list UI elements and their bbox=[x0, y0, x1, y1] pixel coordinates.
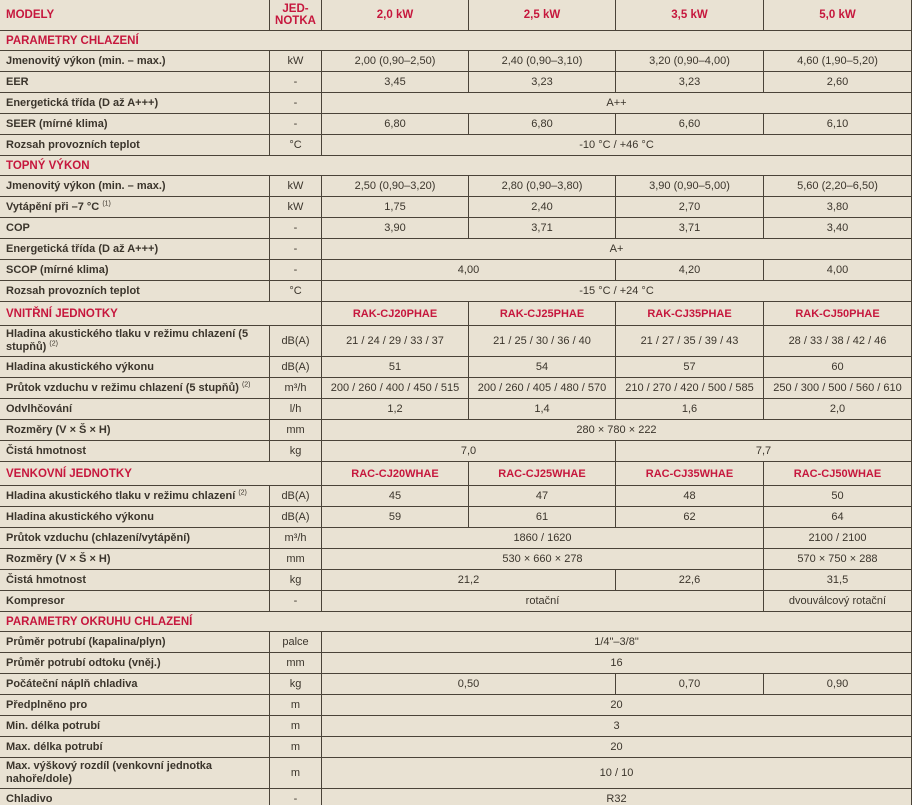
value-cell: 48 bbox=[616, 486, 764, 507]
value-cell: 2,40 bbox=[469, 197, 616, 218]
row-label-text: Hladina akustického výkonu bbox=[6, 510, 154, 523]
table-row bbox=[0, 632, 912, 653]
unit-cell: - bbox=[270, 218, 322, 239]
value-cell: 3,71 bbox=[469, 218, 616, 239]
row-label bbox=[0, 507, 270, 528]
column-header-5-0-kW: 5,0 kW bbox=[764, 0, 912, 31]
table-row bbox=[0, 695, 912, 716]
row-label-text: Hladina akustického tlaku v režimu chlazení bbox=[6, 489, 236, 502]
row-label-text: Průtok vzduchu (chlazení/vytápění) bbox=[6, 531, 190, 544]
footnote-superscript: (1) bbox=[102, 199, 111, 207]
row-label-text: Průtok vzduchu v režimu chlazení (5 stupňů) bbox=[6, 381, 239, 394]
footnote-superscript: (2) bbox=[241, 380, 251, 388]
unit-cell: dB(A) bbox=[270, 326, 322, 357]
value-cell: 1860 / 1620 bbox=[322, 528, 764, 549]
table-row bbox=[0, 176, 912, 197]
value-cell: A++ bbox=[322, 93, 912, 114]
value-cell: 20 bbox=[322, 737, 912, 758]
model-name: RAC-CJ35WHAE bbox=[616, 462, 764, 486]
row-label bbox=[0, 135, 270, 156]
value-cell: 45 bbox=[322, 486, 469, 507]
value-cell: 570 × 750 × 288 bbox=[764, 549, 912, 570]
value-cell: 2,40 (0,90–3,10) bbox=[469, 51, 616, 72]
unit-column-header: JED-NOTKA bbox=[270, 0, 322, 31]
value-cell: 3,45 bbox=[322, 72, 469, 93]
row-label-text: Jmenovitý výkon (min. – max.) bbox=[6, 179, 166, 192]
row-label-text: Jmenovitý výkon (min. – max.) bbox=[6, 54, 166, 67]
row-label-text: Energetická třída (D až A+++) bbox=[6, 242, 159, 255]
unit-cell: - bbox=[270, 72, 322, 93]
table-row bbox=[0, 758, 912, 789]
row-label bbox=[0, 218, 270, 239]
value-cell: 22,6 bbox=[616, 570, 764, 591]
row-label bbox=[0, 441, 270, 462]
column-header-3-5-kW: 3,5 kW bbox=[616, 0, 764, 31]
row-label bbox=[0, 326, 270, 357]
value-cell: 3,90 bbox=[322, 218, 469, 239]
value-cell: R32 bbox=[322, 789, 912, 805]
unit-cell: - bbox=[270, 114, 322, 135]
value-cell: 1,6 bbox=[616, 399, 764, 420]
table-row bbox=[0, 281, 912, 302]
row-label bbox=[0, 378, 270, 399]
value-cell: 57 bbox=[616, 357, 764, 378]
table-row bbox=[0, 51, 912, 72]
table-row bbox=[0, 218, 912, 239]
row-label-text: Předplněno pro bbox=[6, 698, 88, 711]
table-row bbox=[0, 93, 912, 114]
table-row bbox=[0, 507, 912, 528]
footnote-superscript: (2) bbox=[238, 488, 247, 496]
row-label bbox=[0, 632, 270, 653]
row-label bbox=[0, 72, 270, 93]
value-cell: 47 bbox=[469, 486, 616, 507]
unit-cell: dB(A) bbox=[270, 357, 322, 378]
row-label bbox=[0, 570, 270, 591]
row-label-text: Odvlhčování bbox=[6, 402, 73, 415]
table-row bbox=[0, 357, 912, 378]
value-cell: 5,60 (2,20–6,50) bbox=[764, 176, 912, 197]
unit-cell: - bbox=[270, 260, 322, 281]
value-cell: 28 / 33 / 38 / 42 / 46 bbox=[764, 326, 912, 357]
row-label bbox=[0, 549, 270, 570]
model-name: RAK-CJ25PHAE bbox=[469, 302, 616, 326]
unit-cell: m bbox=[270, 758, 322, 789]
table-row bbox=[0, 378, 912, 399]
value-cell: 6,80 bbox=[322, 114, 469, 135]
row-label bbox=[0, 737, 270, 758]
unit-cell: - bbox=[270, 239, 322, 260]
row-label bbox=[0, 357, 270, 378]
value-cell: 3,23 bbox=[469, 72, 616, 93]
row-label-text: Hladina akustického výkonu bbox=[6, 360, 154, 373]
unit-cell: m bbox=[270, 695, 322, 716]
row-label bbox=[0, 789, 270, 805]
row-label bbox=[0, 420, 270, 441]
row-label-text: SCOP (mírné klima) bbox=[6, 263, 109, 276]
table-row bbox=[0, 528, 912, 549]
models-header-label: MODELY bbox=[0, 0, 270, 31]
row-label-text: Čistá hmotnost bbox=[6, 573, 87, 586]
unit-cell: - bbox=[270, 93, 322, 114]
value-cell: 3,90 (0,90–5,00) bbox=[616, 176, 764, 197]
table-row bbox=[0, 260, 912, 281]
table-header-row bbox=[0, 0, 912, 31]
row-label bbox=[0, 197, 270, 218]
value-cell: 0,50 bbox=[322, 674, 616, 695]
row-label bbox=[0, 486, 270, 507]
value-cell: 31,5 bbox=[764, 570, 912, 591]
row-label bbox=[0, 695, 270, 716]
unit-cell: m³/h bbox=[270, 528, 322, 549]
row-label bbox=[0, 653, 270, 674]
unit-cell: °C bbox=[270, 281, 322, 302]
value-cell: 2,70 bbox=[616, 197, 764, 218]
value-cell: 59 bbox=[322, 507, 469, 528]
value-cell: -10 °C / +46 °C bbox=[322, 135, 912, 156]
table-row bbox=[0, 72, 912, 93]
unit-cell: - bbox=[270, 789, 322, 805]
value-cell: 530 × 660 × 278 bbox=[322, 549, 764, 570]
unit-cell: kW bbox=[270, 51, 322, 72]
unit-cell: m bbox=[270, 737, 322, 758]
row-label-text: Chladivo bbox=[6, 792, 53, 805]
value-cell: 3 bbox=[322, 716, 912, 737]
section-header-row bbox=[0, 156, 912, 176]
table-row bbox=[0, 570, 912, 591]
unit-cell: mm bbox=[270, 653, 322, 674]
section-title: TOPNÝ VÝKON bbox=[0, 156, 912, 176]
section-title: PARAMETRY CHLAZENÍ bbox=[0, 31, 912, 51]
value-cell: 6,80 bbox=[469, 114, 616, 135]
table-row bbox=[0, 716, 912, 737]
row-label-text: Energetická třída (D až A+++) bbox=[6, 96, 159, 109]
row-label-text: Hladina akustického tlaku v režimu chlazení (5 stupňů) bbox=[6, 328, 249, 353]
row-label-text: Průměr potrubí odtoku (vněj.) bbox=[6, 656, 161, 669]
row-label bbox=[0, 260, 270, 281]
table-row bbox=[0, 135, 912, 156]
row-label-text: Počáteční náplň chladiva bbox=[6, 677, 138, 690]
value-cell: 2,80 (0,90–3,80) bbox=[469, 176, 616, 197]
unit-cell: kW bbox=[270, 176, 322, 197]
unit-cell: dB(A) bbox=[270, 486, 322, 507]
value-cell: 3,71 bbox=[616, 218, 764, 239]
table-row bbox=[0, 399, 912, 420]
value-cell: 4,00 bbox=[322, 260, 616, 281]
unit-cell: mm bbox=[270, 420, 322, 441]
unit-cell: kg bbox=[270, 674, 322, 695]
table-row bbox=[0, 114, 912, 135]
unit-cell: kW bbox=[270, 197, 322, 218]
table-row bbox=[0, 486, 912, 507]
value-cell: 3,40 bbox=[764, 218, 912, 239]
value-cell: 280 × 780 × 222 bbox=[322, 420, 912, 441]
table-row bbox=[0, 653, 912, 674]
value-cell: 51 bbox=[322, 357, 469, 378]
unit-cell: palce bbox=[270, 632, 322, 653]
value-cell: 54 bbox=[469, 357, 616, 378]
value-cell: rotační bbox=[322, 591, 764, 612]
row-label bbox=[0, 93, 270, 114]
row-label bbox=[0, 239, 270, 260]
row-label bbox=[0, 758, 270, 789]
value-cell: 64 bbox=[764, 507, 912, 528]
value-cell: 4,00 bbox=[764, 260, 912, 281]
value-cell: 2,00 (0,90–2,50) bbox=[322, 51, 469, 72]
model-name: RAK-CJ35PHAE bbox=[616, 302, 764, 326]
row-label bbox=[0, 51, 270, 72]
value-cell: 61 bbox=[469, 507, 616, 528]
value-cell: 6,10 bbox=[764, 114, 912, 135]
row-label-text: Max. délka potrubí bbox=[6, 740, 103, 753]
value-cell: 7,0 bbox=[322, 441, 616, 462]
value-cell: 210 / 270 / 420 / 500 / 585 bbox=[616, 378, 764, 399]
value-cell: 200 / 260 / 405 / 480 / 570 bbox=[469, 378, 616, 399]
value-cell: 20 bbox=[322, 695, 912, 716]
section-title: VNITŘNÍ JEDNOTKY bbox=[0, 302, 322, 326]
row-label-text: Průměr potrubí (kapalina/plyn) bbox=[6, 635, 166, 648]
value-cell: 21,2 bbox=[322, 570, 616, 591]
unit-cell: kg bbox=[270, 570, 322, 591]
value-cell: 21 / 24 / 29 / 33 / 37 bbox=[322, 326, 469, 357]
row-label-text: Rozměry (V × Š × H) bbox=[6, 423, 111, 436]
row-label-text: Rozměry (V × Š × H) bbox=[6, 552, 111, 565]
model-name: RAC-CJ25WHAE bbox=[469, 462, 616, 486]
row-label-text: SEER (mírné klima) bbox=[6, 117, 108, 130]
section-header-row bbox=[0, 462, 912, 486]
column-header-2-0-kW: 2,0 kW bbox=[322, 0, 469, 31]
model-name: RAC-CJ50WHAE bbox=[764, 462, 912, 486]
row-label-text: Rozsah provozních teplot bbox=[6, 138, 140, 151]
row-label-text: Čistá hmotnost bbox=[6, 444, 87, 457]
row-label bbox=[0, 591, 270, 612]
table-row bbox=[0, 737, 912, 758]
table-row bbox=[0, 420, 912, 441]
row-label-text: EER bbox=[6, 75, 29, 88]
value-cell: 3,80 bbox=[764, 197, 912, 218]
section-title: PARAMETRY OKRUHU CHLAZENÍ bbox=[0, 612, 912, 632]
section-header-row bbox=[0, 302, 912, 326]
value-cell: dvouválcový rotační bbox=[764, 591, 912, 612]
value-cell: 10 / 10 bbox=[322, 758, 912, 789]
row-label bbox=[0, 281, 270, 302]
value-cell: 6,60 bbox=[616, 114, 764, 135]
value-cell: 62 bbox=[616, 507, 764, 528]
table-row bbox=[0, 789, 912, 805]
unit-cell: m³/h bbox=[270, 378, 322, 399]
value-cell: 200 / 260 / 400 / 450 / 515 bbox=[322, 378, 469, 399]
row-label bbox=[0, 716, 270, 737]
value-cell: 1,2 bbox=[322, 399, 469, 420]
footnote-superscript: (2) bbox=[49, 340, 58, 348]
value-cell: 4,60 (1,90–5,20) bbox=[764, 51, 912, 72]
value-cell: 60 bbox=[764, 357, 912, 378]
row-label-text: Max. výškový rozdíl (venkovní jednotka nahoře/dole) bbox=[6, 760, 213, 785]
value-cell: 2,60 bbox=[764, 72, 912, 93]
value-cell: 3,20 (0,90–4,00) bbox=[616, 51, 764, 72]
table-row bbox=[0, 239, 912, 260]
value-cell: 50 bbox=[764, 486, 912, 507]
value-cell: 2,50 (0,90–3,20) bbox=[322, 176, 469, 197]
column-header-2-5-kW: 2,5 kW bbox=[469, 0, 616, 31]
row-label-text: Min. délka potrubí bbox=[6, 719, 101, 732]
value-cell: 0,90 bbox=[764, 674, 912, 695]
unit-cell: l/h bbox=[270, 399, 322, 420]
value-cell: 4,20 bbox=[616, 260, 764, 281]
row-label-text: Rozsah provozních teplot bbox=[6, 284, 140, 297]
unit-cell: kg bbox=[270, 441, 322, 462]
value-cell: 7,7 bbox=[616, 441, 912, 462]
table-row bbox=[0, 591, 912, 612]
row-label bbox=[0, 528, 270, 549]
table-row bbox=[0, 441, 912, 462]
row-label bbox=[0, 176, 270, 197]
value-cell: 0,70 bbox=[616, 674, 764, 695]
unit-cell: °C bbox=[270, 135, 322, 156]
section-header-row bbox=[0, 31, 912, 51]
section-title: VENKOVNÍ JEDNOTKY bbox=[0, 462, 322, 486]
unit-cell: - bbox=[270, 591, 322, 612]
row-label-text: Kompresor bbox=[6, 594, 65, 607]
value-cell: 2,0 bbox=[764, 399, 912, 420]
value-cell: 1/4"–3/8" bbox=[322, 632, 912, 653]
model-name: RAC-CJ20WHAE bbox=[322, 462, 469, 486]
row-label-text: COP bbox=[6, 221, 30, 234]
value-cell: 1,75 bbox=[322, 197, 469, 218]
value-cell: -15 °C / +24 °C bbox=[322, 281, 912, 302]
value-cell: 16 bbox=[322, 653, 912, 674]
table-row bbox=[0, 326, 912, 357]
model-name: RAK-CJ50PHAE bbox=[764, 302, 912, 326]
unit-cell: m bbox=[270, 716, 322, 737]
value-cell: A+ bbox=[322, 239, 912, 260]
unit-cell: dB(A) bbox=[270, 507, 322, 528]
row-label bbox=[0, 674, 270, 695]
unit-cell: mm bbox=[270, 549, 322, 570]
row-label bbox=[0, 114, 270, 135]
table-row bbox=[0, 549, 912, 570]
value-cell: 250 / 300 / 500 / 560 / 610 bbox=[764, 378, 912, 399]
value-cell: 3,23 bbox=[616, 72, 764, 93]
row-label-text: Vytápění při –7 °C bbox=[6, 200, 100, 213]
table-row bbox=[0, 674, 912, 695]
table-row bbox=[0, 197, 912, 218]
value-cell: 21 / 25 / 30 / 36 / 40 bbox=[469, 326, 616, 357]
value-cell: 21 / 27 / 35 / 39 / 43 bbox=[616, 326, 764, 357]
row-label bbox=[0, 399, 270, 420]
section-header-row bbox=[0, 612, 912, 632]
value-cell: 2100 / 2100 bbox=[764, 528, 912, 549]
model-name: RAK-CJ20PHAE bbox=[322, 302, 469, 326]
value-cell: 1,4 bbox=[469, 399, 616, 420]
